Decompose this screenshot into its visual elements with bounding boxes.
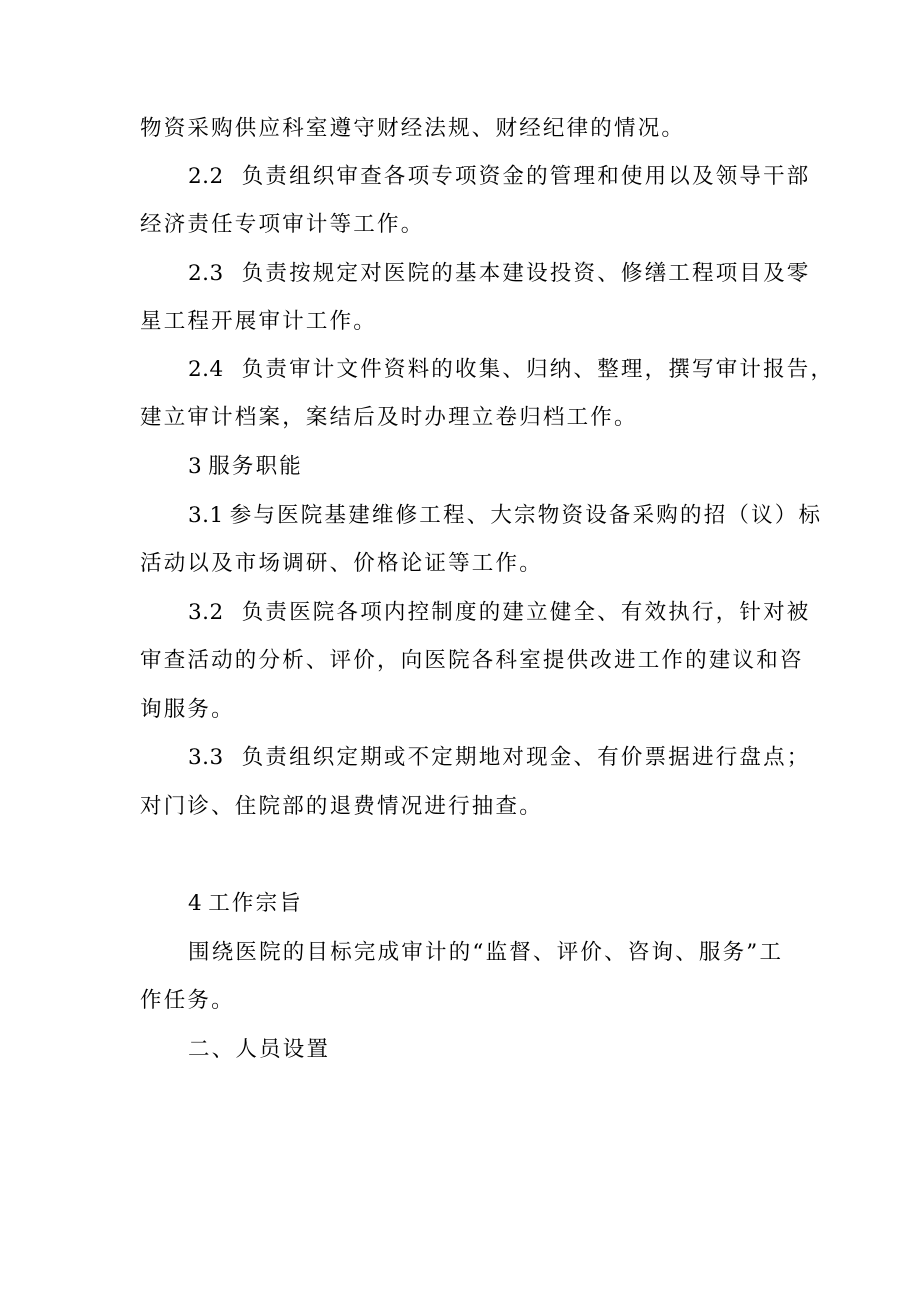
- section-2-3-line-2: [140, 309, 820, 335]
- section-3-2-line-2: [140, 648, 820, 674]
- section-4-line-2: [140, 988, 820, 1014]
- heading-4: [188, 891, 820, 917]
- section-3-3-line-2: [140, 794, 820, 820]
- text: 星工程开展审计工作。: [140, 309, 378, 334]
- section-3-3-line-1: [188, 745, 820, 771]
- heading-number: 4: [188, 891, 203, 916]
- text: 负责医院各项内控制度的建立健全、有效执行，针对被: [241, 600, 811, 625]
- heading-number: 3: [188, 454, 203, 479]
- text: 对门诊、住院部的退费情况进行抽查。: [140, 794, 543, 819]
- heading-3: [188, 454, 820, 480]
- text: 活动以及市场调研、价格论证等工作。: [140, 551, 543, 576]
- text: 经济责任专项审计等工作。: [140, 212, 425, 237]
- section-number: 3.3: [188, 745, 224, 770]
- section-number: 3.1: [188, 503, 224, 528]
- section-2-4-line-2: [140, 405, 820, 431]
- heading-personnel: [188, 1037, 820, 1063]
- text: 物资采购供应科室遵守财经法规、财经纪律的情况。: [140, 116, 686, 141]
- section-2-2-line-1: [188, 164, 820, 190]
- heading-title: 二、人员设置: [188, 1037, 331, 1062]
- text: 询服务。: [140, 697, 235, 722]
- section-3-2-line-1: [188, 600, 820, 626]
- text: 围绕医院的目标完成审计的“监督、评价、咨询、服务”工: [188, 940, 784, 965]
- text: 负责组织定期或不定期地对现金、有价票据进行盘点；: [241, 745, 811, 770]
- heading-title: 服务职能: [208, 454, 303, 479]
- section-2-3-line-1: [188, 261, 820, 287]
- section-number: 2.4: [188, 357, 224, 382]
- section-4-line-1: [188, 940, 820, 966]
- text: 建立审计档案，案结后及时办理立卷归档工作。: [140, 405, 638, 430]
- text: 作任务。: [140, 988, 235, 1013]
- text: 负责组织审查各项专项资金的管理和使用以及领导干部: [241, 164, 811, 189]
- section-3-2-line-3: [140, 697, 820, 723]
- heading-title: 工作宗旨: [208, 891, 303, 916]
- section-3-1-line-1: [188, 503, 823, 529]
- section-2-4-line-1: [188, 357, 835, 383]
- section-2-2-line-2: [140, 212, 820, 238]
- section-number: 3.2: [188, 600, 224, 625]
- text: 参与医院基建维修工程、大宗物资设备采购的招（议）标: [229, 503, 823, 528]
- section-3-1-line-2: [140, 551, 820, 577]
- text: 负责按规定对医院的基本建设投资、修缮工程项目及零: [241, 261, 811, 286]
- text: 负责审计文件资料的收集、归纳、整理，撰写审计报告，: [241, 357, 835, 382]
- text: 审查活动的分析、评价，向医院各科室提供改进工作的建议和咨: [140, 648, 804, 673]
- section-number: 2.2: [188, 164, 224, 189]
- section-number: 2.3: [188, 261, 224, 286]
- paragraph-line: [140, 116, 820, 142]
